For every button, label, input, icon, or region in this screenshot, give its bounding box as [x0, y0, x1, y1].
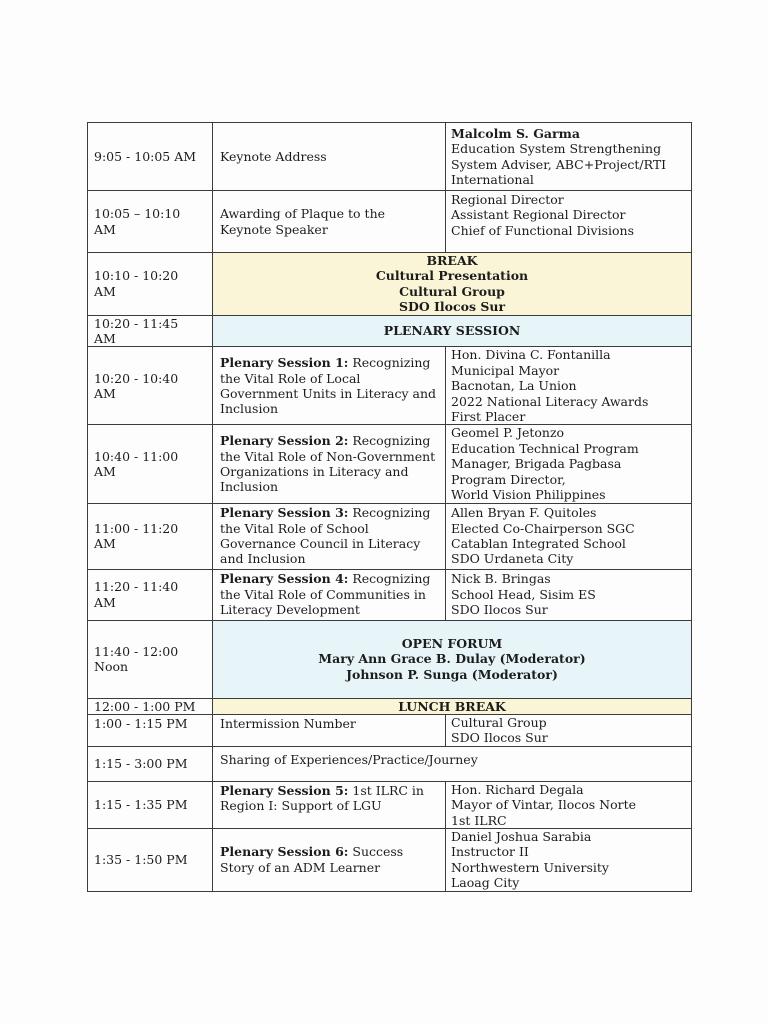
time-cell	[88, 347, 213, 425]
time-cell	[88, 503, 213, 569]
time-text: 11:40 - 12:00 Noon	[94, 643, 179, 674]
speaker-line: Assistant Regional Director	[451, 207, 626, 223]
schedule-row	[88, 425, 692, 503]
schedule-row	[88, 503, 692, 569]
speaker-line: School Head, Sisim ES	[451, 586, 596, 602]
activity-text: Recognizing the Vital Role of Non-Government Organizations in Literacy and Inclusion	[220, 433, 436, 495]
speaker-line: Regional Director	[451, 192, 564, 207]
speaker-line: Manager, Brigada Pagbasa	[451, 456, 622, 472]
speaker-line: Mayor of Vintar, Ilocos Norte	[451, 797, 637, 813]
speaker-line: SDO Ilocos Sur	[451, 602, 548, 618]
speaker-cell	[446, 569, 692, 620]
schedule-row	[88, 123, 692, 191]
banner-line: Johnson P. Sunga (Moderator)	[346, 666, 558, 682]
speaker-line: Catablan Integrated School	[451, 536, 626, 551]
speaker-line: SDO Urdaneta City	[451, 551, 574, 567]
time-cell	[88, 315, 213, 347]
activity-text: 1st ILRC in Region I: Support of LGU	[220, 782, 424, 814]
time-cell	[88, 781, 213, 828]
time-cell	[88, 698, 213, 714]
shared-note-text: Sharing of Experiences/Practice/Journey	[220, 751, 478, 767]
speaker-cell	[446, 191, 692, 253]
speaker-cell	[446, 347, 692, 425]
speaker-line: Education Technical Program	[451, 440, 639, 456]
banner-cell	[213, 620, 692, 698]
schedule-table	[87, 122, 692, 892]
speaker-cell	[446, 781, 692, 828]
time-text: 10:20 - 11:45 AM	[94, 315, 179, 347]
session-label: Plenary Session 6:	[220, 844, 349, 860]
time-cell	[88, 123, 213, 191]
speaker-line: Municipal Mayor	[451, 362, 560, 378]
session-label: Plenary Session 1:	[220, 355, 349, 371]
session-label: Plenary Session 3:	[220, 505, 349, 521]
speaker-line: Northwestern University	[451, 859, 609, 875]
schedule-row	[88, 569, 692, 620]
session-label: Plenary Session 5:	[220, 782, 349, 798]
speaker-line: Elected Co-Chairperson SGC	[451, 520, 635, 536]
speaker-line: Hon. Richard Degala	[451, 781, 584, 797]
banner-line: Cultural Presentation	[375, 268, 529, 284]
time-cell	[88, 569, 213, 620]
speaker-line: Laoag City	[451, 875, 520, 891]
activity-cell	[213, 123, 446, 191]
banner-cell	[213, 698, 692, 714]
time-cell	[88, 191, 213, 253]
time-text: 11:20 - 11:40 AM	[94, 579, 179, 610]
speaker-line: SDO Ilocos Sur	[451, 730, 548, 746]
activity-cell	[213, 425, 446, 503]
activity-text: Recognizing the Vital Role of School Governance Council in Literacy and Inclusion	[220, 505, 431, 567]
speaker-cell	[446, 714, 692, 746]
time-cell	[88, 714, 213, 746]
schedule-row	[88, 347, 692, 425]
session-label: Plenary Session 4:	[220, 571, 349, 587]
time-text: 10:10 - 10:20 AM	[94, 268, 179, 299]
activity-text: Success Story of an ADM Learner	[220, 844, 404, 875]
time-text: 10:05 – 10:10 AM	[94, 206, 181, 237]
time-cell	[88, 746, 213, 781]
time-text: 9:05 - 10:05 AM	[94, 148, 197, 164]
banner-line: Cultural Group	[399, 283, 505, 299]
activity-text: Recognizing the Vital Role of Communities in Literacy Development	[220, 571, 431, 618]
schedule-row	[88, 781, 692, 828]
time-text: 10:20 - 10:40 AM	[94, 370, 179, 401]
speaker-line: 1st ILRC	[451, 812, 507, 828]
activity-cell	[213, 503, 446, 569]
speaker-line: International	[451, 171, 534, 187]
activity-text: Recognizing the Vital Role of Local Government Units in Literacy and Inclusion	[220, 355, 436, 417]
speaker-line: Hon. Divina C. Fontanilla	[451, 347, 611, 363]
schedule-row	[88, 191, 692, 253]
time-text: 11:00 - 11:20 AM	[94, 520, 179, 551]
time-cell	[88, 425, 213, 503]
schedule-body	[88, 123, 692, 892]
time-text: 1:15 - 1:35 PM	[94, 797, 188, 813]
speaker-line: System Adviser, ABC+Project/RTI	[451, 156, 667, 172]
schedule-row	[88, 698, 692, 714]
time-cell	[88, 828, 213, 891]
speaker-line: Allen Bryan F. Quitoles	[451, 505, 597, 521]
banner-line: LUNCH BREAK	[398, 698, 506, 714]
speaker-line: First Placer	[451, 409, 526, 425]
activity-cell	[213, 347, 446, 425]
time-cell	[88, 253, 213, 316]
activity-text: Keynote Address	[220, 148, 327, 164]
speaker-cell	[446, 123, 692, 191]
schedule-row	[88, 620, 692, 698]
speaker-line: Geomel P. Jetonzo	[451, 425, 565, 441]
schedule-row	[88, 828, 692, 891]
speaker-cell	[446, 828, 692, 891]
activity-cell	[213, 569, 446, 620]
banner-line: OPEN FORUM	[401, 635, 503, 651]
speaker-line: Cultural Group	[451, 714, 547, 730]
time-text: 1:35 - 1:50 PM	[94, 852, 188, 868]
schedule-row	[88, 315, 692, 347]
session-label: Plenary Session 2:	[220, 433, 349, 449]
time-cell	[88, 620, 213, 698]
speaker-line: Chief of Functional Divisions	[451, 222, 635, 238]
schedule-row	[88, 746, 692, 781]
speaker-cell	[446, 503, 692, 569]
speaker-line: Daniel Joshua Sarabia	[451, 828, 592, 844]
speaker-line: Program Director,	[451, 471, 566, 487]
speaker-line: Education System Strengthening	[451, 141, 662, 157]
banner-line: SDO Ilocos Sur	[398, 299, 506, 315]
banner-cell	[213, 253, 692, 316]
activity-cell	[213, 191, 446, 253]
speaker-line: Nick B. Bringas	[451, 571, 551, 587]
speaker-line: Instructor II	[451, 844, 529, 860]
time-text: 10:40 - 11:00 AM	[94, 448, 179, 479]
banner-line: PLENARY SESSION	[383, 323, 521, 339]
time-text: 1:15 - 3:00 PM	[94, 756, 188, 772]
activity-cell	[213, 714, 446, 746]
banner-line: Mary Ann Grace B. Dulay (Moderator)	[318, 651, 586, 667]
speaker-name: Malcolm S. Garma	[451, 125, 580, 141]
speaker-line: Bacnotan, La Union	[451, 378, 577, 394]
activity-text: Awarding of Plaque to the Keynote Speaker	[220, 206, 386, 237]
speaker-line: 2022 National Literacy Awards	[451, 393, 649, 409]
speaker-line: World Vision Philippines	[451, 487, 606, 503]
shared-note-cell	[213, 746, 692, 781]
speaker-cell	[446, 425, 692, 503]
time-text: 1:00 - 1:15 PM	[94, 715, 188, 731]
banner-line: BREAK	[426, 253, 478, 268]
schedule-row	[88, 253, 692, 316]
schedule-row	[88, 714, 692, 746]
banner-cell	[213, 315, 692, 347]
activity-cell	[213, 828, 446, 891]
activity-text: Intermission Number	[220, 715, 356, 731]
activity-cell	[213, 781, 446, 828]
time-text: 12:00 - 1:00 PM	[94, 698, 196, 714]
